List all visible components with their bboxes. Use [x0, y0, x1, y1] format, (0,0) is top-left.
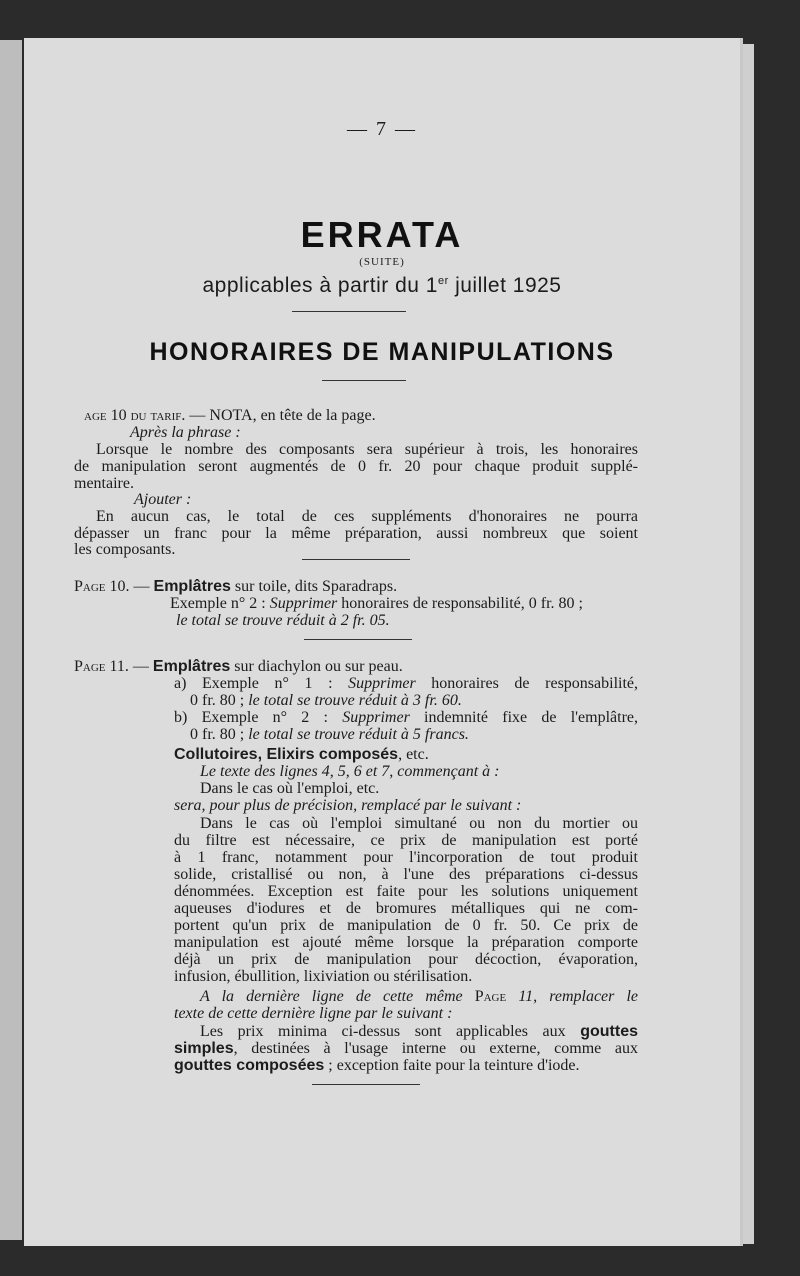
page-title: ERRATA	[300, 214, 464, 255]
text-line: sera, pour plus de précision, remplacé par le suivant :	[174, 797, 522, 814]
tarif-reference: age 10 du tarif. — NOTA, en tête de la page.	[84, 407, 376, 424]
left-page-edge	[0, 40, 22, 1240]
example-b: b) Exemple n° 2 : Supprimer indemnité fixe de l'emplâtre,	[174, 709, 638, 726]
text-line: déjà un prix de manipulation pour décoction, évaporation,	[174, 951, 638, 968]
text-line: infusion, ébullition, lixiviation ou stérilisation.	[174, 968, 473, 985]
add-label: Ajouter :	[134, 491, 192, 508]
document-page	[24, 38, 743, 1246]
text-line: solide, cristallisé ou non, à l'une des préparations ci-dessus	[174, 866, 638, 883]
section-title: HONORAIRES DE MANIPULATIONS	[149, 338, 615, 366]
example-line: Exemple n° 2 : Supprimer honoraires de responsabilité, 0 fr. 80 ;	[170, 595, 583, 612]
example-a: a) Exemple n° 1 : Supprimer honoraires de responsabilité,	[174, 675, 639, 692]
text-line: de manipulation seront augmentés de 0 fr. 20 pour chaque produit supplé-	[74, 458, 638, 475]
text-line: à 1 franc, notamment pour l'incorporation de tout produit	[174, 849, 638, 866]
divider	[304, 639, 412, 640]
page-10-heading: Page 10. — Emplâtres sur toile, dits Sparadraps.	[74, 578, 398, 595]
collutoires-heading: Collutoires, Elixirs composés, etc.	[174, 746, 429, 763]
text-line: simples, destinées à l'usage interne ou externe, comme aux	[174, 1040, 638, 1057]
text-line: A la dernière ligne de cette même Page 11, remplacer le	[200, 988, 639, 1005]
text-line: Dans le cas où l'emploi simultané ou non du mortier ou	[200, 815, 638, 832]
text-line: dénommées. Exception est faite pour les solutions uniquement	[174, 883, 638, 900]
divider	[322, 380, 406, 381]
example-line: le total se trouve réduit à 2 fr. 05.	[176, 612, 390, 629]
text-line: Les prix minima ci-dessus sont applicables aux gouttes	[200, 1023, 638, 1040]
text-line: aqueuses d'iodures et de bromures métalliques qui ne com-	[174, 900, 638, 917]
text-line: portent qu'un prix de manipulation de 0 fr. 50. Ce prix de	[174, 917, 638, 934]
divider	[312, 1084, 420, 1085]
text-line: texte de cette dernière ligne par le suivant :	[174, 1005, 453, 1022]
text-line: mentaire.	[74, 475, 134, 492]
text-line: manipulation est ajouté même lorsque la préparation comporte	[174, 934, 638, 951]
divider	[302, 559, 410, 560]
example-b-line2: 0 fr. 80 ; le total se trouve réduit à 5 francs.	[190, 726, 469, 743]
text-line: Dans le cas où l'emploi, etc.	[200, 780, 380, 797]
suite-label: (SUITE)	[359, 256, 405, 268]
example-a-line2: 0 fr. 80 ; le total se trouve réduit à 3 fr. 60.	[190, 692, 462, 709]
divider	[292, 311, 406, 312]
text-line: Lorsque le nombre des composants sera supérieur à trois, les honoraires	[96, 441, 638, 458]
text-line: En aucun cas, le total de ces suppléments d'honoraires ne pourra	[96, 508, 638, 525]
text-line: dépasser un franc pour la même préparation, aussi nombreux que soient	[74, 525, 638, 542]
text-line: du filtre est nécessaire, ce prix de manipulation est porté	[174, 832, 638, 849]
page-11-heading: Page 11. — Emplâtres sur diachylon ou sur peau.	[74, 658, 403, 675]
after-phrase-label: Après la phrase :	[130, 424, 241, 441]
text-line: gouttes composées ; exception faite pour la teinture d'iode.	[174, 1057, 580, 1074]
text-line: les composants.	[74, 541, 176, 558]
applicability-line: applicables à partir du 1er juillet 1925	[202, 274, 562, 297]
page-number: — 7 —	[347, 118, 417, 140]
text-line: Le texte des lignes 4, 5, 6 et 7, commençant à :	[200, 763, 500, 780]
